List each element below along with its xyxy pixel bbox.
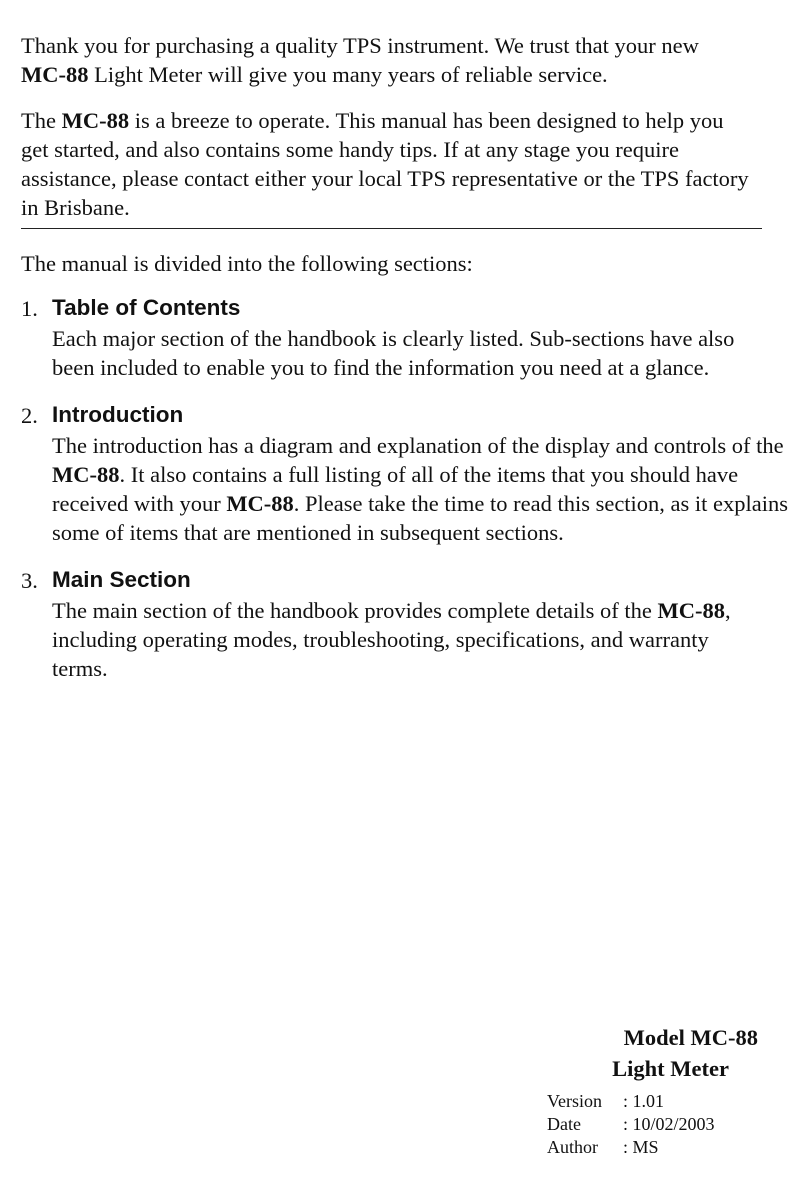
meta-row-author	[547, 1136, 770, 1159]
section-number: 2.	[21, 403, 38, 428]
model-name: MC-88	[657, 598, 725, 623]
sections-list	[21, 292, 791, 683]
section-title: Introduction	[52, 402, 184, 427]
meta-label: Version	[547, 1091, 602, 1111]
footer-product-line: Light Meter	[612, 1056, 729, 1081]
document-meta	[547, 1090, 770, 1159]
intro-paragraph-1	[21, 31, 751, 89]
section-title: Table of Contents	[52, 295, 241, 320]
section-item	[21, 399, 791, 547]
intro-p2-text-cont: is a breeze to operate. This manual has been designed to help you get started, and also contains some handy tips. If at any stage you require assistance, please contact either your local TPS representative or the TPS factory in Brisbane.	[21, 108, 749, 220]
section-body-text: The introduction has a diagram and explanation of the display and controls of the	[52, 433, 784, 458]
intro-p2-text: The	[21, 108, 62, 133]
section-body-text: . It also contains a full listing of all of the items that you should have received with your	[52, 462, 739, 516]
model-name: MC-88	[226, 491, 294, 516]
meta-label: Author	[547, 1137, 598, 1157]
section-number: 1.	[21, 296, 38, 321]
document-footer	[520, 1022, 770, 1159]
section-body-text: The main section of the handbook provides complete details of the	[52, 598, 658, 623]
intro-paragraph-2	[21, 106, 749, 222]
meta-value: : 10/02/2003	[623, 1114, 715, 1134]
intro-p1-text-cont: Light Meter will give you many years of reliable service.	[88, 62, 608, 87]
model-name: MC-88	[52, 462, 120, 487]
meta-row-version	[547, 1090, 770, 1113]
intro-p1-text: Thank you for purchasing a quality TPS instrument. We trust that your new	[21, 33, 699, 58]
section-number: 3.	[21, 568, 38, 593]
section-item	[21, 292, 791, 382]
section-body	[52, 596, 742, 683]
meta-value: : 1.01	[623, 1091, 665, 1111]
horizontal-divider	[21, 228, 762, 229]
meta-row-date	[547, 1113, 770, 1136]
section-body-text: . Please take the time to read this section, as it explains some of items that are mentioned in subsequent sections.	[52, 491, 789, 545]
manual-page	[21, 31, 791, 683]
meta-value: : MS	[623, 1137, 659, 1157]
meta-label: Date	[547, 1114, 581, 1134]
sections-intro: The manual is divided into the following sections:	[21, 251, 473, 276]
section-body: Each major section of the handbook is clearly listed. Sub-sections have also been included to enable you to find the information you need at a glance.	[52, 326, 735, 380]
section-body-text: , including operating modes, troubleshooting, specifications, and warranty terms.	[52, 598, 731, 681]
section-title: Main Section	[52, 567, 191, 592]
section-body	[52, 431, 792, 547]
model-name: MC-88	[21, 62, 89, 87]
footer-model-line: Model MC-88	[623, 1025, 758, 1050]
model-name: MC-88	[61, 108, 130, 133]
section-item	[21, 564, 791, 683]
